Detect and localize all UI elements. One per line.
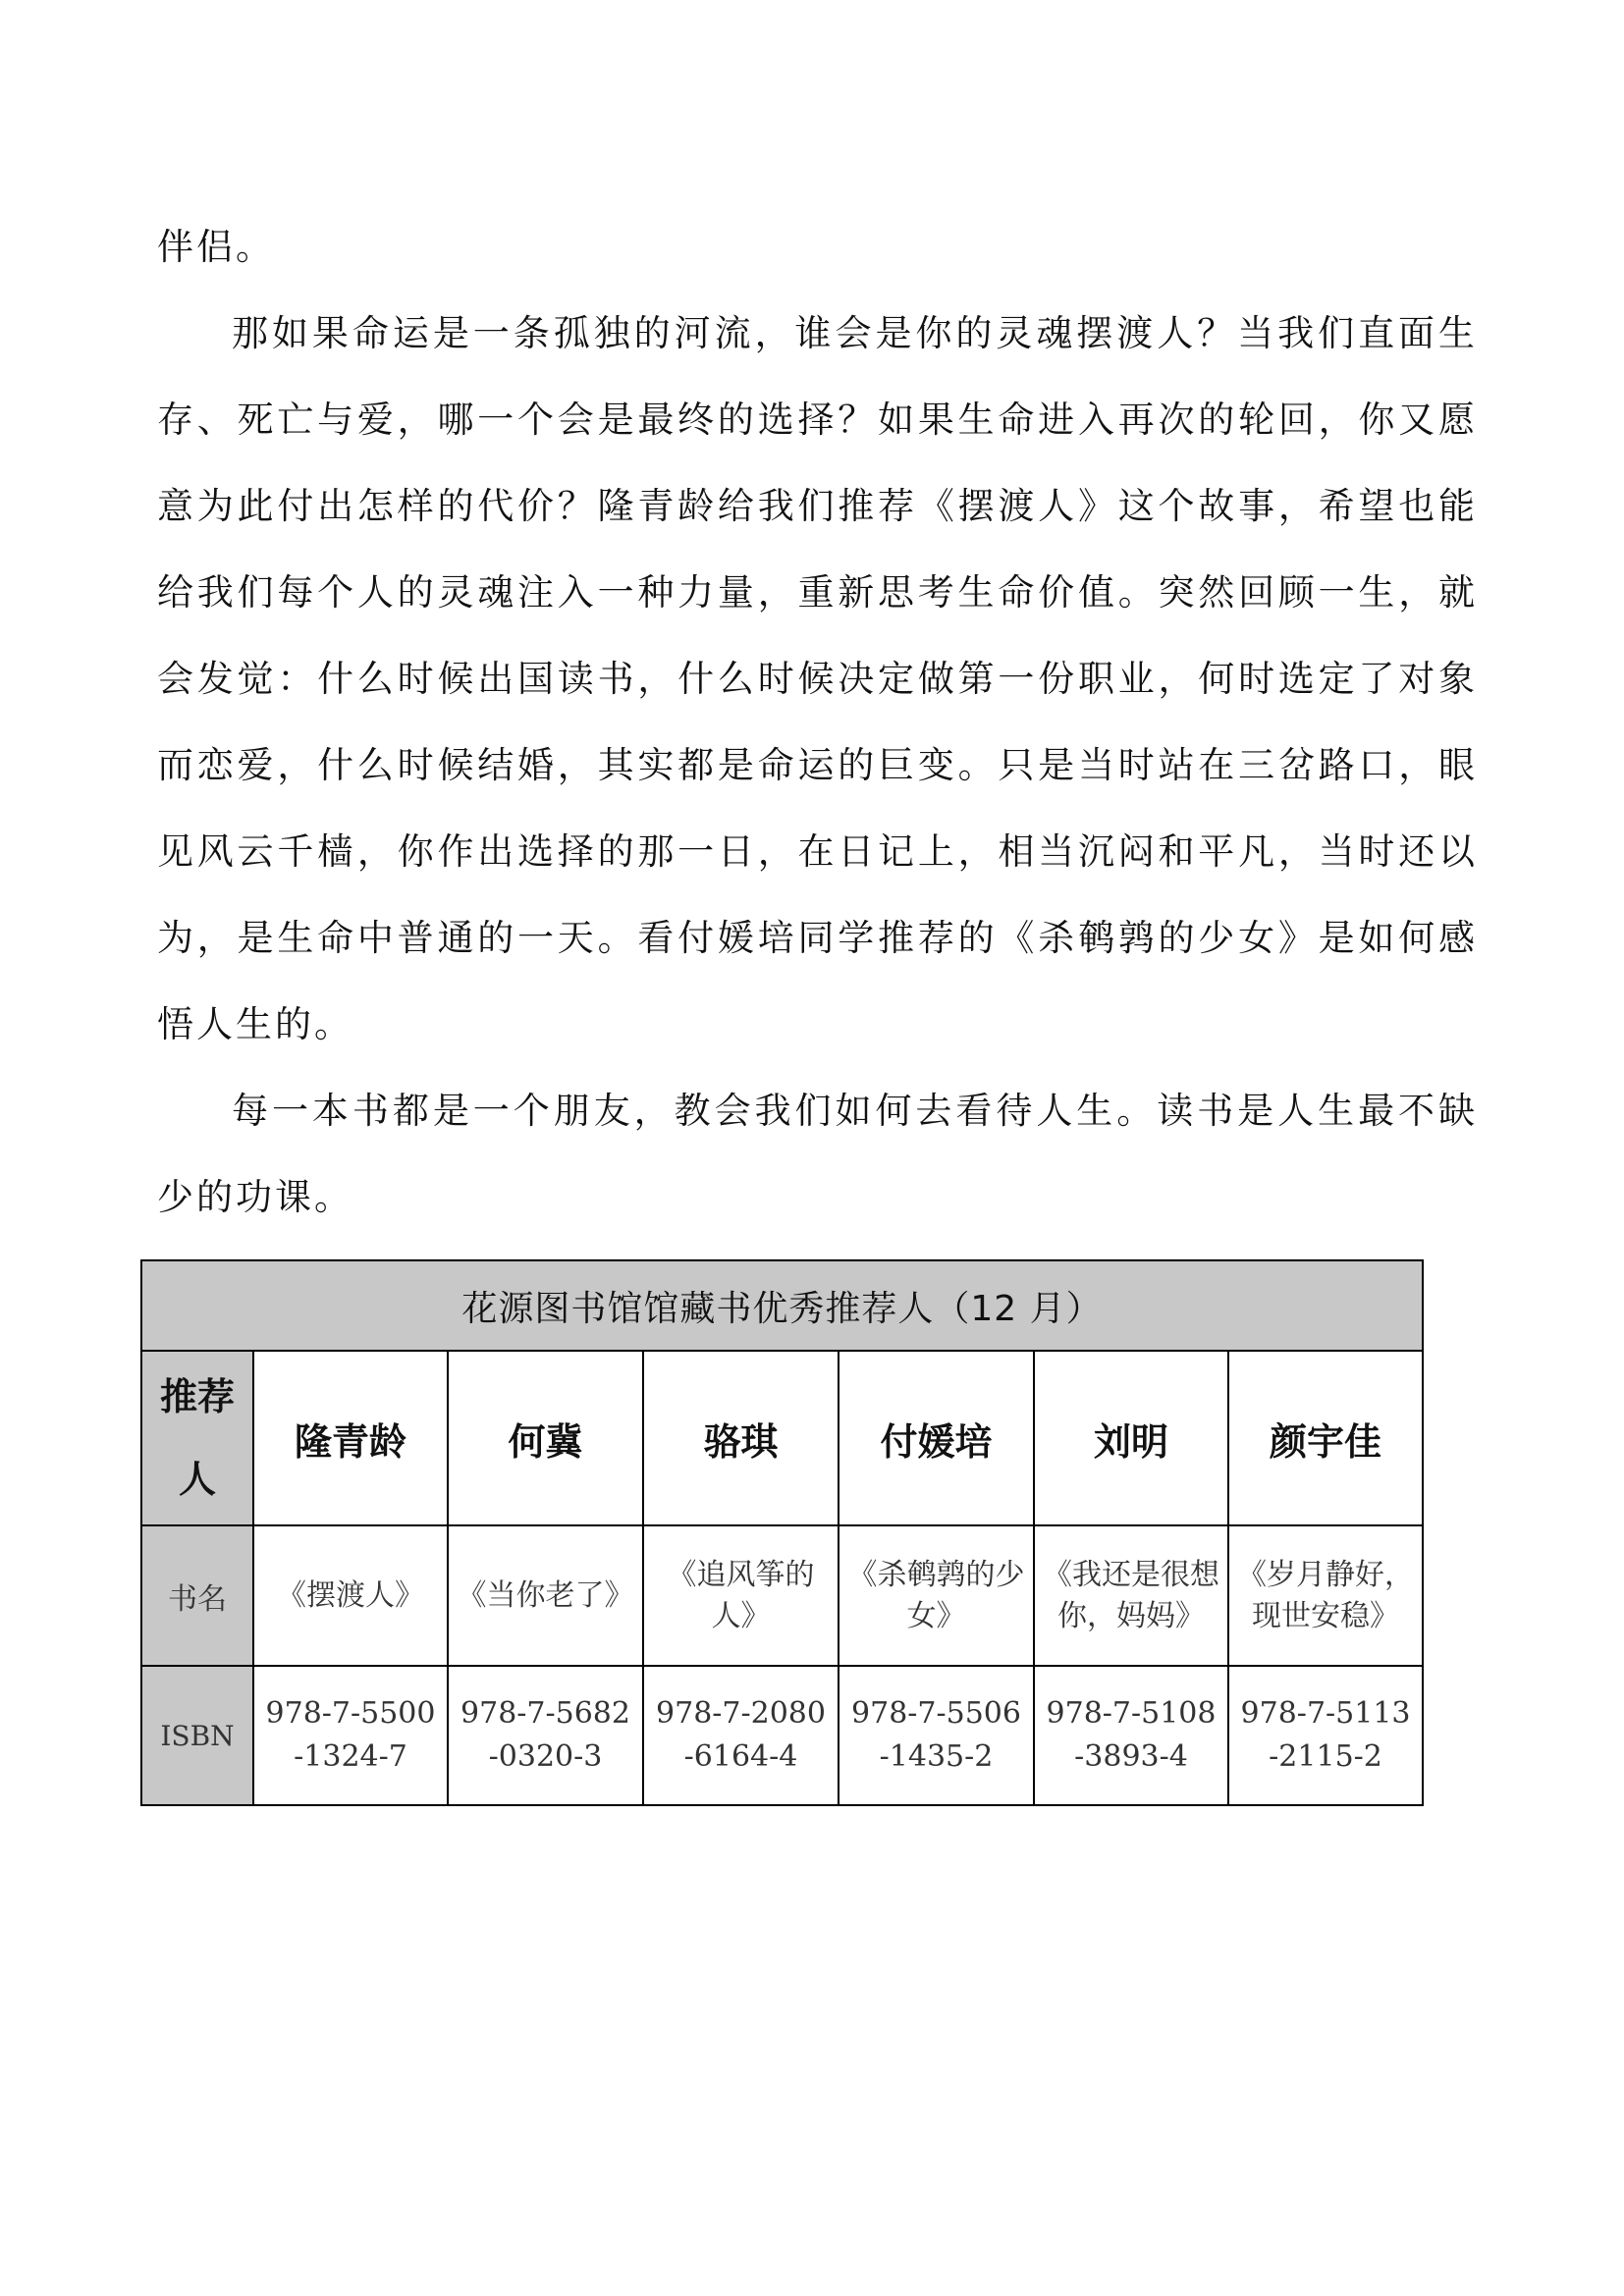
table-row-books [141, 1525, 1423, 1666]
recommender-name: 颜宇佳 [1228, 1351, 1423, 1525]
isbn-cell [253, 1666, 448, 1805]
book-label: 书名 [141, 1525, 253, 1666]
isbn-label: ISBN [141, 1666, 253, 1805]
paragraph-closing: 每一本书都是一个朋友，教会我们如何去看待人生。读书是人生最不缺少的功课。 [157, 1090, 1478, 1218]
table-row-isbn [141, 1666, 1423, 1805]
isbn-part: -6164-4 [683, 1739, 798, 1774]
book-title: 《杀鹌鹑的少女》 [839, 1525, 1034, 1666]
isbn-part: -0320-3 [488, 1739, 603, 1774]
recommender-label: 推荐人 [141, 1351, 253, 1525]
recommender-name: 付媛培 [839, 1351, 1034, 1525]
document-body [157, 204, 1478, 1241]
paragraph-ferryman: 那如果命运是一条孤独的河流，谁会是你的灵魂摆渡人？当我们直面生存、死亡与爱，哪一个会是最终的选择？如果生命进入再次的轮回，你又愿意为此付出怎样的代价？隆青龄给我们推荐《摆渡人》这个故事，希望也能给我们每个人的灵魂注入一种力量，重新思考生命价值。突然回顾一生，就会发觉：什么时候出国读书，什么时候决定做第一份职业，何时选定了对象而恋爱，什么时候结婚，其实都是命运的巨变。只是当时站在三岔路口，眼见风云千樯，你作出选择的那一日，在日记上，相当沉闷和平凡，当时还以为，是生命中普通的一天。看付媛培同学推荐的《杀鹌鹑的少女》是如何感悟人生的。 [157, 312, 1478, 1045]
isbn-part: -1435-2 [879, 1739, 994, 1774]
isbn-part: 978-7-2080 [656, 1696, 826, 1731]
isbn-cell [1034, 1666, 1228, 1805]
table-title: 花源图书馆馆藏书优秀推荐人（12 月） [141, 1260, 1423, 1351]
book-title: 《当你老了》 [448, 1525, 643, 1666]
recommender-name: 隆青龄 [253, 1351, 448, 1525]
isbn-part: -1324-7 [294, 1739, 407, 1774]
recommenders-table [140, 1259, 1424, 1806]
isbn-cell [1228, 1666, 1423, 1805]
table-title-row [141, 1260, 1423, 1351]
isbn-part: 978-7-5682 [460, 1696, 630, 1731]
isbn-cell [448, 1666, 643, 1805]
table-row-recommenders [141, 1351, 1423, 1525]
isbn-part: 978-7-5113 [1240, 1696, 1411, 1731]
book-title: 《追风筝的人》 [643, 1525, 839, 1666]
paragraph-continuation: 伴侣。 [157, 226, 275, 268]
isbn-part: 978-7-5506 [851, 1696, 1021, 1731]
isbn-cell [643, 1666, 839, 1805]
book-title: 《摆渡人》 [253, 1525, 448, 1666]
isbn-part: 978-7-5500 [265, 1696, 436, 1731]
isbn-part: -3893-4 [1074, 1739, 1188, 1774]
recommender-name: 骆琪 [643, 1351, 839, 1525]
recommender-name: 何冀 [448, 1351, 643, 1525]
book-title: 《岁月静好，现世安稳》 [1228, 1525, 1423, 1666]
isbn-part: -2115-2 [1269, 1739, 1382, 1774]
recommender-name: 刘明 [1034, 1351, 1228, 1525]
isbn-part: 978-7-5108 [1046, 1696, 1217, 1731]
book-title: 《我还是很想你，妈妈》 [1034, 1525, 1228, 1666]
isbn-cell [839, 1666, 1034, 1805]
